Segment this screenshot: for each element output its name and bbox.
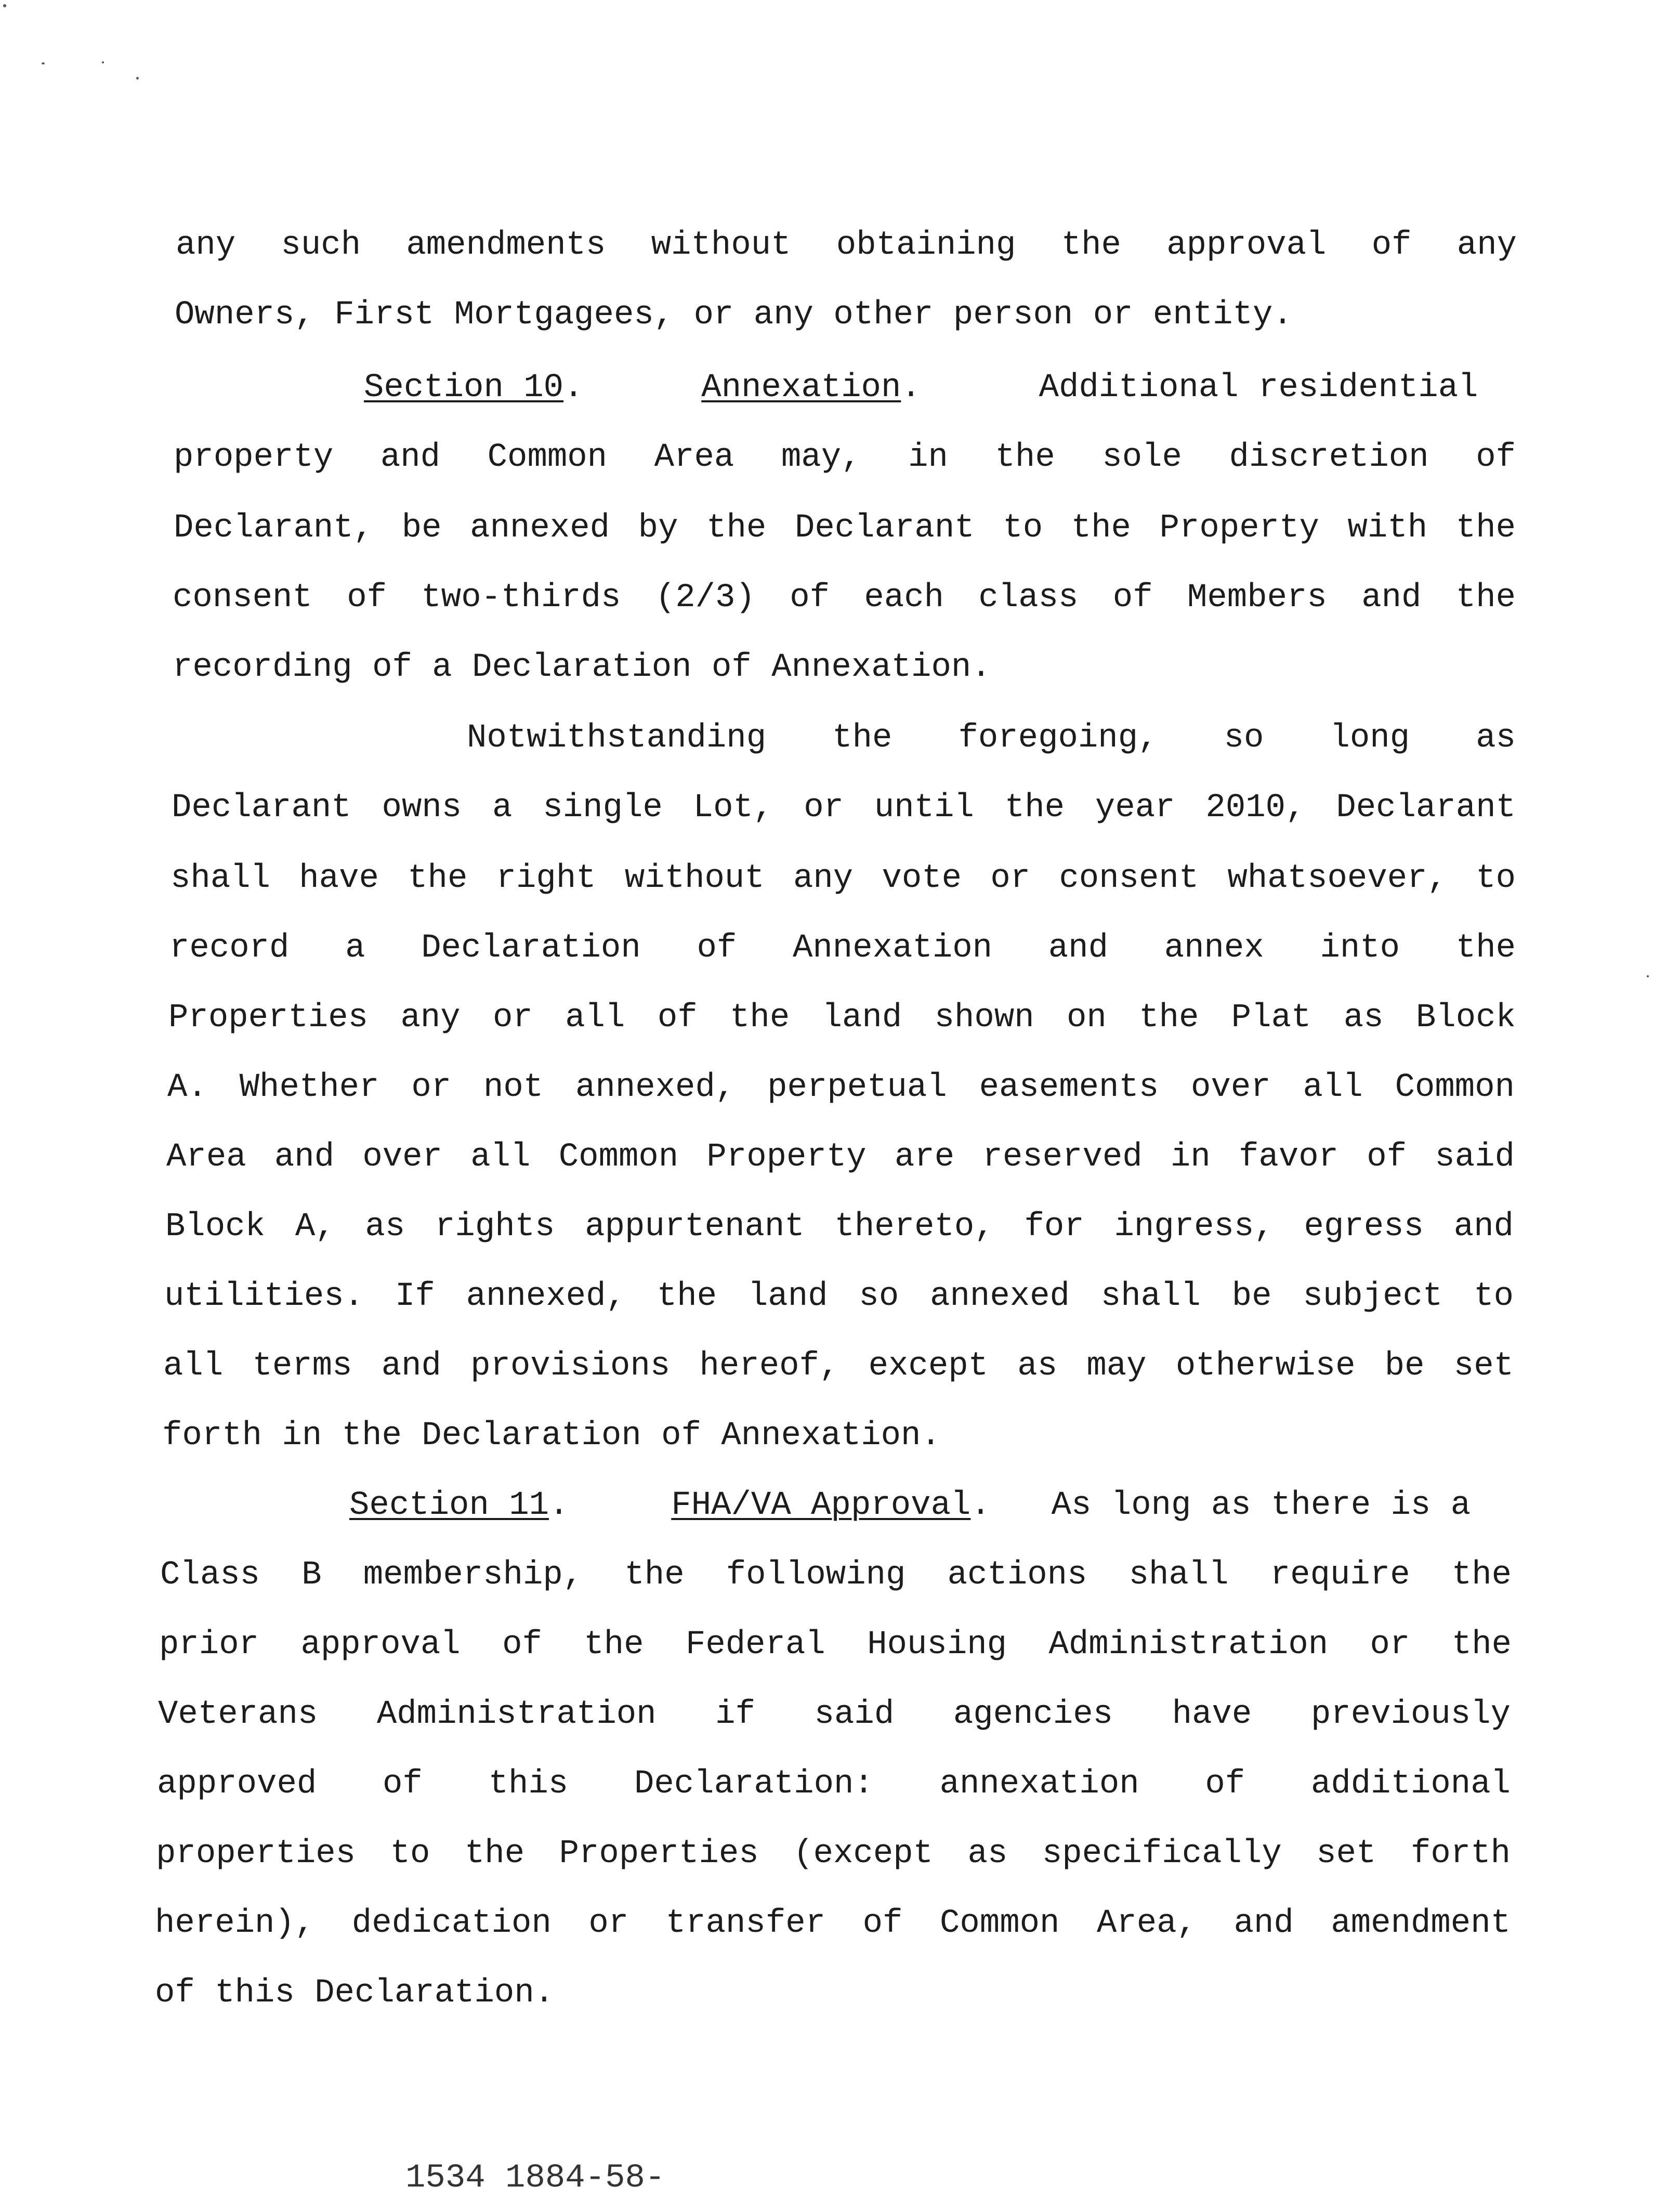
text-line: utilities. If annexed, the land so annexed shall be subject to <box>164 1278 1514 1315</box>
text-line: Notwithstanding the foregoing, so long as <box>467 719 1516 757</box>
scan-speck <box>42 62 45 64</box>
text-line: Area and over all Common Property are reserved in favor of said <box>166 1138 1515 1176</box>
text-line: Block A, as rights appurtenant thereto, for ingress, egress and <box>165 1208 1514 1246</box>
scan-speck <box>1647 975 1649 977</box>
text-line: forth in the Declaration of Annexation. <box>162 1417 941 1455</box>
text-line: property and Common Area may, in the sole discretion of <box>174 439 1516 476</box>
text-line: prior approval of the Federal Housing Administration or the <box>159 1626 1512 1664</box>
section-10-label: Section 10 <box>364 369 564 407</box>
text-line: all terms and provisions hereof, except as may otherwise be set <box>163 1347 1514 1385</box>
page-footer: 1534 1884-58- <box>405 2159 665 2197</box>
text-line: Owners, First Mortgagees, or any other person or entity. <box>175 296 1293 334</box>
section-11-text: As long as there is a <box>1051 1487 1471 1524</box>
section-11-label: Section 11 <box>349 1487 549 1524</box>
section-11-heading: Section 11. FHA/VA Approval. As long as there is a <box>349 1487 1471 1524</box>
text-line: Declarant, be annexed by the Declarant to the Property with the <box>174 509 1516 547</box>
text-line: herein), dedication or transfer of Common Area, and amendment <box>155 1905 1511 1942</box>
text-line: properties to the Properties (except as specifically set forth <box>156 1835 1511 1873</box>
text-line: Class B membership, the following actions shall require the <box>160 1556 1512 1594</box>
section-10-heading: Section 10. Annexation. Additional residential <box>364 369 1478 407</box>
text-line: approved of this Declaration: annexation of additional <box>157 1765 1511 1803</box>
text-line: shall have the right without any vote or consent whatsoever, to <box>170 860 1516 897</box>
text-line: of this Declaration. <box>155 1974 555 2012</box>
text-line: recording of a Declaration of Annexation. <box>173 649 991 686</box>
text-line: record a Declaration of Annexation and annex into the <box>169 930 1516 967</box>
scan-speck <box>3 4 6 7</box>
text-line: any such amendments without obtaining the approval of any <box>176 227 1517 264</box>
scan-speck <box>136 77 139 80</box>
text-line: consent of two-thirds (2/3) of each class of Members and the <box>173 579 1516 617</box>
text-line: Veterans Administration if said agencies have previously <box>158 1696 1511 1733</box>
section-10-title: Annexation <box>701 369 901 407</box>
text-line: A. Whether or not annexed, perpetual easements over all Common <box>167 1069 1515 1106</box>
scan-speck <box>102 61 104 63</box>
text-line: Properties any or all of the land shown on the Plat as Block <box>168 999 1516 1037</box>
text-line: Declarant owns a single Lot, or until the year 2010, Declarant <box>172 789 1516 827</box>
section-11-title: FHA/VA Approval <box>671 1487 971 1524</box>
section-10-text: Additional residential <box>1039 369 1478 407</box>
